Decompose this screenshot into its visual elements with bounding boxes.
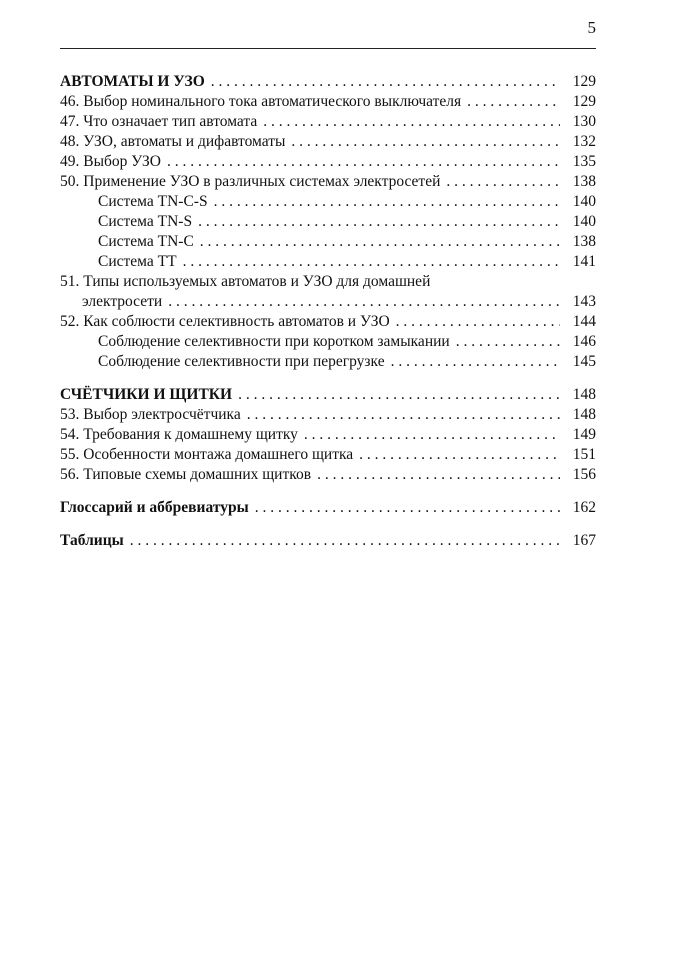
toc-title: 52. Как соблюсти селективность автоматов и УЗО [60, 313, 390, 330]
dot-leader [317, 465, 560, 485]
toc-subentry[interactable] [60, 232, 596, 252]
toc-title: 56. Типовые схемы домашних щитков [60, 466, 312, 483]
toc-title: Система TT [98, 253, 177, 270]
toc-title: 49. Выбор УЗО [60, 153, 161, 170]
dot-leader [263, 112, 560, 132]
dot-leader [304, 425, 560, 445]
toc-title: 46. Выбор номинального тока автоматического выключателя [60, 93, 462, 110]
dot-leader [214, 192, 560, 212]
toc-page: 145 [572, 353, 596, 370]
dot-leader [255, 498, 560, 518]
toc-page: 156 [572, 466, 596, 483]
toc-entry[interactable] [60, 112, 596, 132]
toc-title: 51. Типы используемых автоматов и УЗО для домашней [60, 273, 431, 290]
toc-page: 148 [572, 386, 596, 403]
toc-title: 47. Что означает тип автомата [60, 113, 258, 130]
toc-subentry[interactable] [60, 212, 596, 232]
dot-leader [359, 445, 560, 465]
toc-page: 167 [572, 532, 596, 549]
toc-page: 129 [572, 93, 596, 110]
toc-page: 140 [572, 193, 596, 210]
toc-entry[interactable] [60, 465, 596, 485]
toc-title: 55. Особенности монтажа домашнего щитка [60, 446, 354, 463]
toc-entry[interactable] [60, 405, 596, 425]
toc-page: 135 [572, 153, 596, 170]
header-rule [60, 48, 596, 49]
toc-title: СЧЁТЧИКИ И ЩИТКИ [60, 386, 233, 403]
dot-leader [168, 292, 560, 312]
toc-entry[interactable] [60, 172, 596, 192]
toc-title: Система TN-S [98, 213, 193, 230]
toc-page: 162 [572, 499, 596, 516]
toc-page: 138 [572, 233, 596, 250]
toc-section-heading[interactable] [60, 531, 596, 551]
toc-page: 129 [572, 73, 596, 90]
toc-page: 138 [572, 173, 596, 190]
dot-leader [211, 72, 560, 92]
toc-title: Система TN-C-S [98, 193, 208, 210]
toc-title: Соблюдение селективности при коротком замыкании [98, 333, 450, 350]
toc-section-heading[interactable] [60, 498, 596, 518]
toc-page: 140 [572, 213, 596, 230]
toc-page: 144 [572, 313, 596, 330]
dot-leader [396, 312, 560, 332]
toc-page: 132 [572, 133, 596, 150]
dot-leader [200, 232, 560, 252]
toc-title: Таблицы [60, 532, 124, 549]
toc-section-heading[interactable] [60, 72, 596, 92]
table-of-contents [60, 72, 596, 551]
toc-page: 141 [572, 253, 596, 270]
toc-entry-line2[interactable] [60, 292, 596, 312]
dot-leader [167, 152, 560, 172]
toc-entry[interactable] [60, 152, 596, 172]
toc-title: 48. УЗО, автоматы и дифавтоматы [60, 133, 286, 150]
toc-page: 130 [572, 113, 596, 130]
toc-page: 143 [572, 293, 596, 310]
dot-leader [446, 172, 560, 192]
dot-leader [391, 352, 560, 372]
dot-leader [467, 92, 560, 112]
toc-subentry[interactable] [60, 252, 596, 272]
toc-title: Соблюдение селективности при перегрузке [98, 353, 385, 370]
toc-title: Глоссарий и аббревиатуры [60, 499, 249, 516]
toc-subentry[interactable] [60, 192, 596, 212]
toc-title: АВТОМАТЫ И УЗО [60, 73, 205, 90]
toc-title: 50. Применение УЗО в различных системах электросетей [60, 173, 441, 190]
dot-leader [456, 332, 560, 352]
toc-entry[interactable] [60, 445, 596, 465]
toc-page: 149 [572, 426, 596, 443]
dot-leader [130, 531, 560, 551]
toc-page: 151 [572, 446, 596, 463]
toc-page: 146 [572, 333, 596, 350]
toc-entry[interactable] [60, 132, 596, 152]
dot-leader [238, 385, 560, 405]
toc-title: Система TN-C [98, 233, 194, 250]
toc-entry[interactable] [60, 92, 596, 112]
toc-title: 53. Выбор электросчётчика [60, 406, 241, 423]
toc-title: 54. Требования к домашнему щитку [60, 426, 298, 443]
toc-page: 148 [572, 406, 596, 423]
dot-leader [183, 252, 560, 272]
toc-subentry[interactable] [60, 332, 596, 352]
toc-entry-line1[interactable] [60, 272, 596, 292]
toc-title: электросети [82, 293, 163, 310]
toc-entry[interactable] [60, 312, 596, 332]
dot-leader [198, 212, 560, 232]
dot-leader [247, 405, 560, 425]
dot-leader [291, 132, 560, 152]
page-number: 5 [587, 18, 596, 37]
toc-entry[interactable] [60, 425, 596, 445]
toc-section-heading[interactable] [60, 385, 596, 405]
toc-subentry[interactable] [60, 352, 596, 372]
